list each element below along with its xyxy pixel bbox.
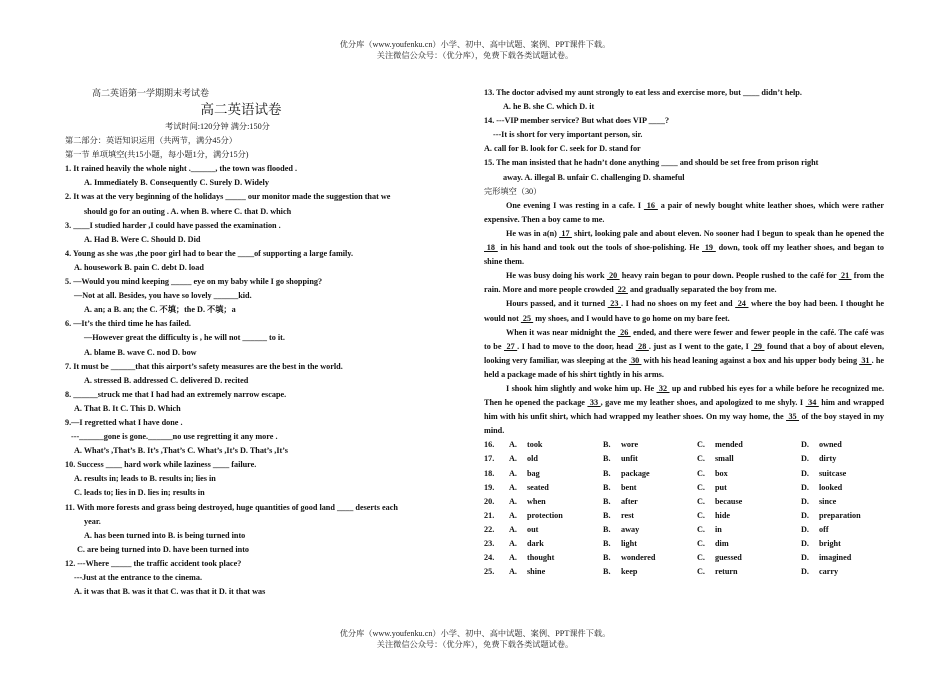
section-heading: 第一节 单项填空(共15小题，每小题1分，满分15分) <box>65 150 249 160</box>
option-cell: A. <box>509 567 517 577</box>
option-cell: light <box>621 539 637 548</box>
cloze-text: ended, and there were fewer and fewer people in the café. The café was to be <box>484 327 884 351</box>
option-cell: C. <box>697 567 705 577</box>
option-cell: dirty <box>819 454 837 464</box>
question-13: 13. The doctor advised my aunt strongly to eat less and exercise more, but ____ didn’t help. <box>484 88 802 97</box>
option-cell: A. <box>509 553 517 563</box>
question-11-options-2: C. are being turned into D. have been turned into <box>77 544 250 554</box>
question-5-cont: —Not at all. Besides, you have so lovely ______kid. <box>74 291 252 301</box>
option-cell: old <box>527 454 538 464</box>
option-cell: B. <box>603 468 611 478</box>
question-3: 3. ____I studied harder ,I could have passed the examination . <box>65 220 281 230</box>
option-cell: B. <box>603 510 611 520</box>
option-cell: A. <box>509 482 517 492</box>
cloze-blank: 27 <box>503 341 518 351</box>
cloze-blank: 21 <box>838 271 852 281</box>
question-14-cont: ---It is short for very important person, sir. <box>493 130 643 140</box>
option-cell: D. <box>801 524 809 534</box>
left-column <box>65 86 457 599</box>
cloze-text: down, took off my leather shoes, and began to shine them. <box>484 243 884 267</box>
question-10: 10. Success ____ hard work while laziness ____ failure. <box>65 460 257 470</box>
cloze-text: my shoes, and I would have to go home on my bare feet. <box>533 313 730 323</box>
option-cell: A. <box>509 468 517 478</box>
option-cell: mended <box>715 440 743 450</box>
question-15: 15. The man insisted that he hadn’t done anything ____ and should be set free from prison right <box>484 158 819 168</box>
question-6-options: A. blame B. wave C. nod D. bow <box>84 347 197 357</box>
question-13-options: A. he B. she C. which D. it <box>503 102 595 112</box>
option-cell: 25. <box>484 567 495 577</box>
option-cell: shine <box>527 567 546 577</box>
option-cell: looked <box>819 482 843 492</box>
school-title: 高二英语第一学期期末考试卷 <box>92 88 210 98</box>
option-cell: B. <box>603 440 611 450</box>
question-2: 2. It was at the very beginning of the holidays _____ our monitor made the suggestion that we <box>65 192 391 202</box>
option-cell: in <box>715 524 722 534</box>
cloze-text: I shook him slightly and woke him up. He <box>506 383 657 393</box>
option-cell: small <box>715 454 734 464</box>
option-cell: when <box>527 496 546 506</box>
cloze-blank: 34 <box>805 398 819 408</box>
option-cell: keep <box>621 567 638 577</box>
cloze-text: He was busy doing his work <box>506 271 607 281</box>
cloze-text: . I had to move to the door, head <box>517 341 636 351</box>
option-cell: A. <box>509 510 517 520</box>
option-cell: protection <box>527 510 563 520</box>
question-2-cont: should go for an outing . A. when B. where C. that D. which <box>84 206 292 216</box>
cloze-blank: 26 <box>617 327 631 337</box>
cloze-text: of the boy stayed in my mind. <box>484 412 885 436</box>
question-8: 8. ______struck me that I had had an extremely narrow escape. <box>65 389 287 399</box>
cloze-paragraph <box>484 326 884 382</box>
option-cell: B. <box>603 454 611 464</box>
cloze-text: One evening I was resting in a cafe. I <box>506 200 644 210</box>
question-1-options: A. Immediately B. Consequently C. Surely D. Widely <box>84 178 269 188</box>
option-cell: put <box>715 482 727 492</box>
cloze-blank: 17 <box>559 228 572 238</box>
cloze-blank: 29 <box>751 341 765 351</box>
question-7-options: A. stressed B. addressed C. delivered D. recited <box>84 375 249 385</box>
question-12-options: A. it was that B. was it that C. was that it D. it that was <box>74 587 266 597</box>
question-9: 9.—I regretted what I have done . <box>65 417 183 427</box>
option-cell: because <box>715 496 743 506</box>
option-cell: B. <box>603 496 611 506</box>
option-cell: away <box>621 524 640 534</box>
option-cell: D. <box>801 496 809 506</box>
table-row <box>484 509 884 523</box>
cloze-text: . he held a package made of his shirt tightly in his arms. <box>484 355 885 379</box>
option-cell: C. <box>697 539 705 548</box>
option-cell: out <box>527 524 539 534</box>
cloze-blank: 25 <box>520 313 534 323</box>
question-14: 14. ---VIP member service? But what does VIP ____? <box>484 116 670 126</box>
question-12-cont: ---Just at the entrance to the cinema. <box>74 573 203 582</box>
cloze-text: . I had no shoes on my feet and <box>621 299 736 309</box>
option-cell: off <box>819 524 829 534</box>
option-cell: package <box>621 468 650 478</box>
table-row <box>484 537 884 551</box>
banner-line-1: 优分库（www.youfenku.cn）小学、初中、高中试题、案例、PPT课件下载。 <box>339 40 611 49</box>
table-row <box>484 495 884 509</box>
cloze-text: heavy rain began to pour down. People rushed to the café for <box>619 271 839 281</box>
option-cell: 20. <box>484 496 495 506</box>
option-cell: C. <box>697 454 705 464</box>
cloze-text: where the boy had been. I thought he would not <box>484 299 885 323</box>
option-cell: owned <box>819 440 842 450</box>
option-cell: D. <box>801 454 809 464</box>
option-cell: 21. <box>484 510 495 520</box>
option-cell: suitcase <box>819 468 847 478</box>
cloze-blank: 31 <box>859 355 872 365</box>
site-banner-bottom <box>0 628 950 650</box>
option-cell: 17. <box>484 454 495 464</box>
option-cell: D. <box>801 482 809 492</box>
question-4: 4. Young as she was ,the poor girl had to bear the ____of supporting a large family. <box>65 248 354 258</box>
option-cell: C. <box>697 482 705 492</box>
page-title: 高二英语试卷 <box>200 102 282 117</box>
cloze-text: and gradually separated the boy from me. <box>627 285 777 295</box>
site-banner-top <box>0 39 950 61</box>
cloze-text: from the rain. More and more people crowded <box>484 271 885 295</box>
cloze-text: Hours passed, and it turned <box>506 299 608 309</box>
option-cell: imagined <box>819 553 852 563</box>
option-cell: 19. <box>484 482 495 492</box>
cloze-text: up and rubbed his eyes for a while before he recognized me. Then he opened the package <box>484 383 885 408</box>
cloze-text: shirt, looking pale and about eleven. No sooner had I begun to speak than he opened the <box>571 228 885 238</box>
option-cell: wondered <box>621 553 656 563</box>
option-cell: return <box>715 567 738 577</box>
option-cell: B. <box>603 482 611 492</box>
question-6-cont: —However great the difficulty is , he will not ______ to it. <box>84 333 285 343</box>
question-3-options: A. Had B. Were C. Should D. Did <box>84 234 201 244</box>
option-cell: after <box>621 496 638 506</box>
option-cell: C. <box>697 496 705 506</box>
cloze-blank: 19 <box>702 243 716 253</box>
question-4-options: A. housework B. pain C. debt D. load <box>74 262 204 272</box>
question-6: 6. —It’s the third time he has failed. <box>65 319 191 329</box>
option-cell: unfit <box>621 454 638 464</box>
option-cell: A. <box>509 454 517 464</box>
question-10-options-2: C. leads to; lies in D. lies in; results in <box>74 488 205 498</box>
option-cell: A. <box>509 440 517 450</box>
cloze-blank: 33 <box>587 398 601 408</box>
question-11-options-1: A. has been turned into B. is being turned into <box>84 530 246 540</box>
cloze-text: a pair of newly bought white leather shoes, which were rather expensive. Then a boy came to me. <box>484 200 884 224</box>
question-5-options: A. an; a B. an; the C. 不填；the D. 不填；a <box>84 305 236 315</box>
cloze-text: him and wrapped him with his unfit shirt, which had wrapped my leather shoes. On my way home, the <box>484 398 885 422</box>
banner-line-2: 关注微信公众号：（优分库），免费下载各类试题试卷。 <box>376 640 574 649</box>
cloze-blank: 28 <box>635 341 649 351</box>
option-cell: bag <box>527 468 540 478</box>
cloze-blank: 18 <box>484 243 498 253</box>
option-cell: D. <box>801 539 809 548</box>
cloze-text: with his head leaning against a box and his upper body being <box>641 355 860 365</box>
option-cell: A. <box>509 524 517 534</box>
banner-line-2: 关注微信公众号：（优分库），免费下载各类试题试卷。 <box>376 51 574 60</box>
question-10-options-1: A. results in; leads to B. results in; lies in <box>74 474 216 484</box>
cloze-paragraph <box>484 382 884 438</box>
table-row <box>484 452 884 466</box>
part-heading: 第二部分：英语知识运用（共两节，满分45分） <box>65 136 237 146</box>
cloze-text: found that a boy of about eleven, looking very familiar, was sleeping at the <box>484 341 885 365</box>
question-12: 12. ---Where _____ the traffic accident took place? <box>65 558 242 568</box>
option-cell: 22. <box>484 524 495 534</box>
option-cell: C. <box>697 440 705 450</box>
cloze-blank: 20 <box>606 271 620 281</box>
option-cell: box <box>715 468 728 478</box>
cloze-text: When it was near midnight the <box>506 327 618 337</box>
cloze-blank: 30 <box>628 355 642 365</box>
option-cell: A. <box>509 496 517 506</box>
cloze-blank: 35 <box>786 412 800 422</box>
cloze-options-table <box>484 438 884 579</box>
question-9-options: A. What’s ,That’s B. It’s ,That’s C. What’s ,It’s D. That’s ,It’s <box>74 446 288 456</box>
cloze-text: , gave me my leather shoes, and apologized to me shyly. I <box>600 398 806 408</box>
question-15-cont: away. A. illegal B. unfair C. challenging D. shameful <box>503 172 685 182</box>
banner-line-1: 优分库（www.youfenku.cn）小学、初中、高中试题、案例、PPT课件下载。 <box>339 629 611 638</box>
cloze-text: . just as I went to the gate, I <box>648 341 752 351</box>
option-cell: B. <box>603 524 611 534</box>
option-cell: C. <box>697 510 705 520</box>
time-score-line: 考试时间:120分钟 满分:150分 <box>165 122 270 131</box>
question-7: 7. It must be ______that this airport’s safety measures are the best in the world. <box>65 361 343 371</box>
table-row <box>484 551 884 565</box>
cloze-heading: 完形填空（30） <box>484 186 542 196</box>
cloze-blank: 32 <box>656 383 670 393</box>
right-column <box>484 86 884 579</box>
option-cell: carry <box>819 567 839 577</box>
table-row <box>484 523 884 537</box>
option-cell: since <box>819 496 837 506</box>
question-11: 11. With more forests and grass being destroyed, huge quantities of good land ____ deserts each <box>65 502 398 512</box>
option-cell: B. <box>603 553 611 563</box>
cloze-paragraph <box>484 297 884 325</box>
cloze-blank: 16 <box>643 200 658 210</box>
option-cell: seated <box>527 482 549 492</box>
table-row <box>484 565 884 579</box>
question-8-options: A. That B. It C. This D. Which <box>74 403 181 413</box>
option-cell: 16. <box>484 440 495 450</box>
option-cell: preparation <box>819 510 861 520</box>
option-cell: B. <box>603 539 611 548</box>
cloze-paragraph <box>484 227 884 269</box>
cloze-blank: 23 <box>607 299 621 309</box>
option-cell: thought <box>527 553 555 563</box>
option-cell: 24. <box>484 553 495 563</box>
option-cell: rest <box>621 510 635 520</box>
table-row <box>484 467 884 481</box>
option-cell: hide <box>715 510 731 520</box>
option-cell: guessed <box>715 553 742 563</box>
cloze-blank: 22 <box>615 285 628 295</box>
cloze-paragraph <box>484 199 884 227</box>
option-cell: bent <box>621 482 637 492</box>
option-cell: 18. <box>484 468 495 478</box>
option-cell: dim <box>715 539 729 548</box>
option-cell: 23. <box>484 539 495 548</box>
table-row <box>484 481 884 495</box>
question-11-cont: year. <box>84 516 101 526</box>
option-cell: D. <box>801 440 809 450</box>
cloze-paragraph <box>484 269 884 297</box>
table-row <box>484 438 884 452</box>
cloze-text: in his hand and took out the tools of shoe-polishing. He <box>497 243 703 253</box>
option-cell: dark <box>527 539 544 548</box>
option-cell: took <box>527 440 543 450</box>
option-cell: D. <box>801 468 809 478</box>
question-9-cont: ---______gone is gone.______no use regretting it any more . <box>71 432 278 442</box>
option-cell: C. <box>697 553 705 563</box>
option-cell: D. <box>801 510 809 520</box>
question-5: 5. —Would you mind keeping _____ eye on my baby while I go shopping? <box>65 277 323 287</box>
question-14-options: A. call for B. look for C. seek for D. stand for <box>484 144 641 154</box>
cloze-text: He was in a(n) <box>506 228 560 238</box>
option-cell: B. <box>603 567 611 577</box>
cloze-blank: 24 <box>735 299 749 309</box>
option-cell: wore <box>621 440 639 450</box>
option-cell: C. <box>697 468 705 478</box>
option-cell: A. <box>509 539 517 548</box>
option-cell: bright <box>819 539 841 548</box>
question-1: 1. It rained heavily the whole night .______, the town was flooded . <box>65 164 297 174</box>
option-cell: D. <box>801 567 809 577</box>
option-cell: D. <box>801 553 809 563</box>
option-cell: C. <box>697 524 705 534</box>
